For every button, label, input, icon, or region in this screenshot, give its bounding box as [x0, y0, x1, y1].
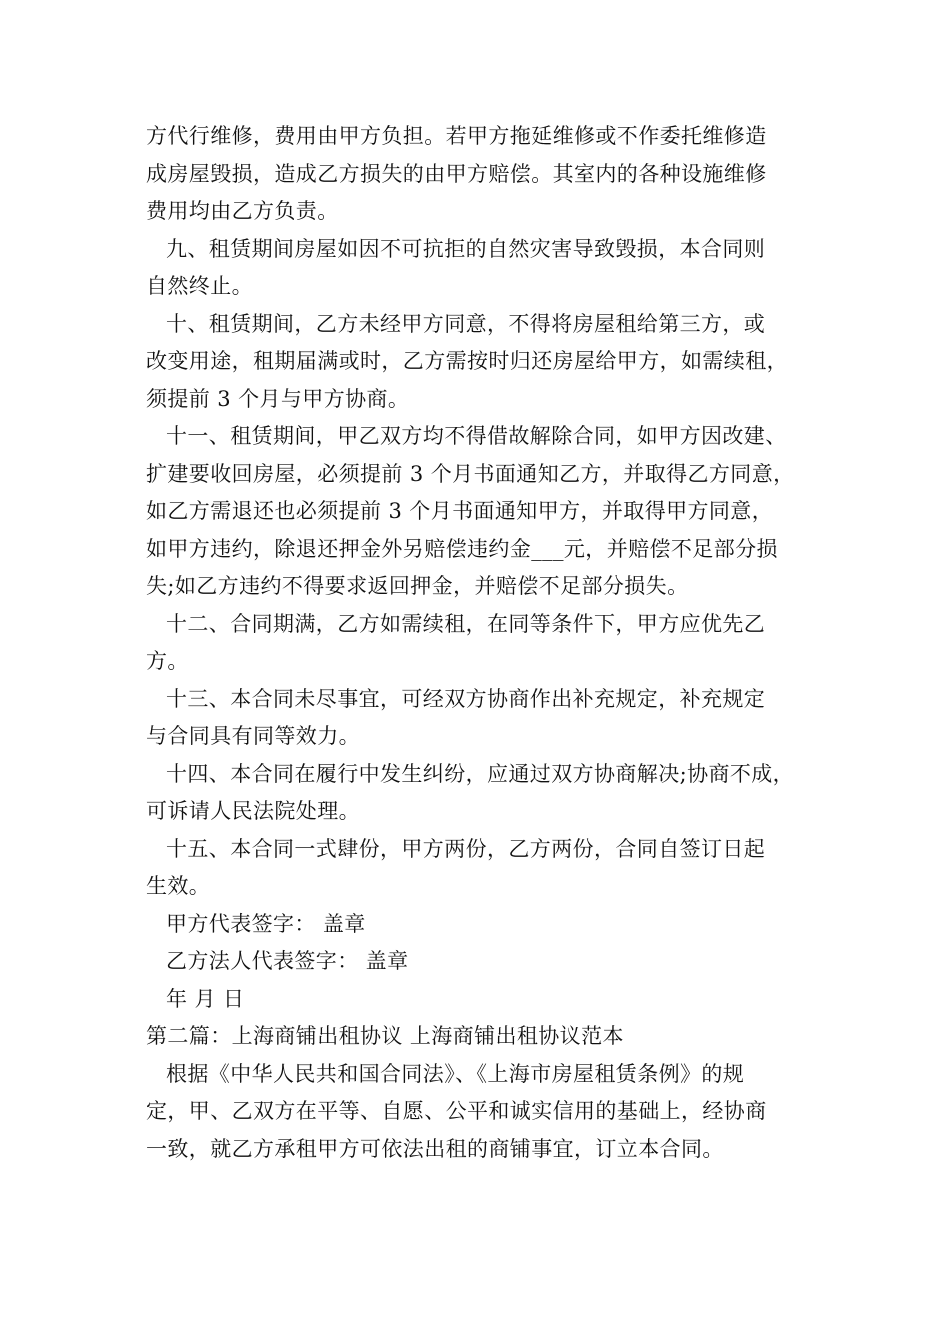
- text-line: 如甲方违约，除退还押金外另赔偿违约金___元，并赔偿不足部分损: [146, 536, 778, 561]
- text-line: 一致，就乙方承租甲方可依法出租的商铺事宜，订立本合同。: [146, 1136, 724, 1161]
- date-line: 年 月 日: [166, 986, 245, 1011]
- text-line: 如乙方需退还也必须提前 3 个月书面通知甲方，并取得甲方同意，: [146, 499, 774, 523]
- text-line: 失;如乙方违约不得要求返回押金，并赔偿不足部分损失。: [146, 574, 689, 598]
- party-a-signature: 甲方代表签字： 盖章: [166, 911, 366, 936]
- text-line: 与合同具有同等效力。: [146, 724, 360, 748]
- text-line: 方。: [146, 649, 189, 673]
- text-line: 费用均由乙方负责。: [146, 199, 339, 223]
- text-line: 方代行维修，费用由甲方负担。若甲方拖延维修或不作委托维修造: [146, 124, 767, 148]
- text-line: 生效。: [146, 874, 211, 898]
- text-line: 成房屋毁损，造成乙方损失的由甲方赔偿。其室内的各种设施维修: [146, 161, 767, 186]
- clause-14: 十四、本合同在履行中发生纠纷，应通过双方协商解决;协商不成，: [166, 761, 795, 786]
- clause-15: 十五、本合同一式肆份，甲方两份，乙方两份，合同自签订日起: [166, 836, 766, 861]
- text-line: 可诉请人民法院处理。: [146, 799, 360, 823]
- text-line: 须提前 3 个月与甲方协商。: [146, 386, 410, 411]
- text-line: 根据《中华人民共和国合同法》、《上海市房屋租赁条例》的规: [166, 1061, 745, 1086]
- clause-12: 十二、合同期满，乙方如需续租，在同等条件下，甲方应优先乙: [166, 611, 766, 636]
- text-line: 自然终止。: [146, 274, 253, 298]
- text-line: 扩建要收回房屋，必须提前 3 个月书面通知乙方，并取得乙方同意，: [146, 461, 795, 486]
- clause-9: 九、租赁期间房屋如因不可抗拒的自然灾害导致毁损，本合同则: [166, 236, 766, 261]
- party-b-signature: 乙方法人代表签字： 盖章: [166, 949, 409, 973]
- clause-13: 十三、本合同未尽事宜，可经双方协商作出补充规定，补充规定: [166, 686, 766, 711]
- clause-11: 十一、租赁期间，甲乙双方均不得借故解除合同，如甲方因改建、: [166, 424, 787, 448]
- document-page: [146, 118, 816, 1168]
- clause-10: 十、租赁期间，乙方未经甲方同意，不得将房屋租给第三方，或: [166, 311, 766, 336]
- text-line: 定，甲、乙双方在平等、自愿、公平和诚实信用的基础上，经协商: [146, 1099, 767, 1123]
- section-heading: 第二篇：上海商铺出租协议 上海商铺出租协议范本: [146, 1024, 624, 1048]
- text-line: 改变用途，租期届满或时，乙方需按时归还房屋给甲方，如需续租，: [146, 349, 788, 373]
